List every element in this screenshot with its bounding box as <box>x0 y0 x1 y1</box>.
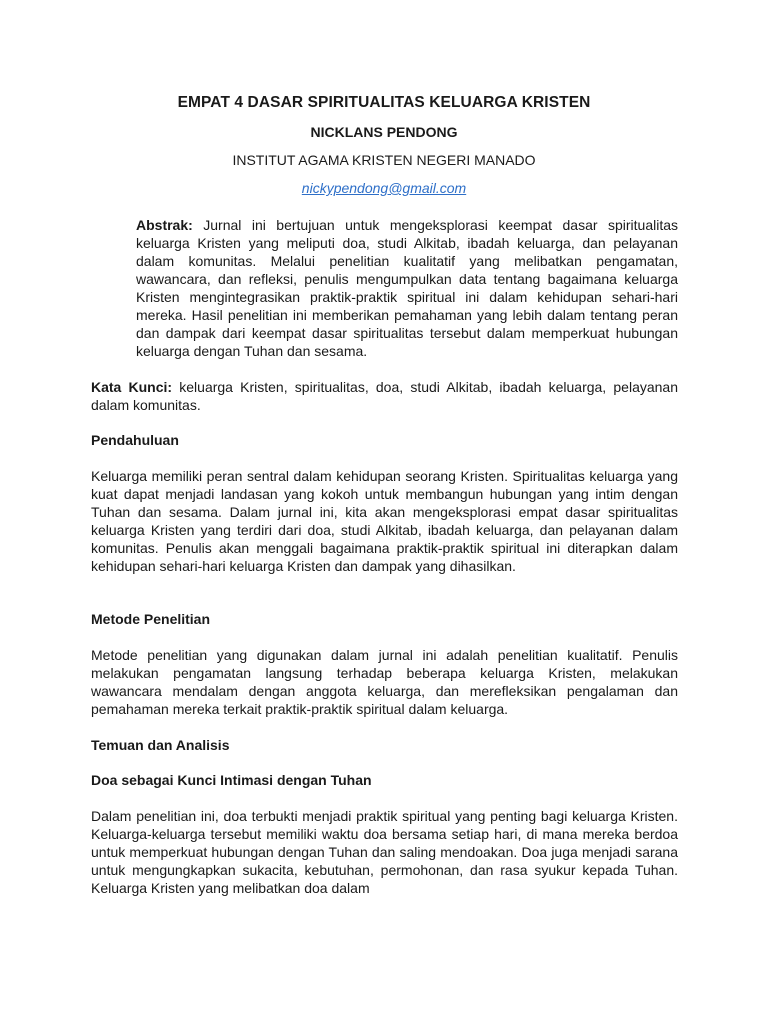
keywords-paragraph <box>91 378 678 414</box>
abstract-text: Jurnal ini bertujuan untuk mengeksplorasi keempat dasar spiritualitas keluarga Kristen yang meliputi doa, studi Alkitab, ibadah keluarga, dan pelayanan dalam komunitas. Melalui penelitian kualitatif yang melibatkan pengamatan, wawancara, dan refleksi, penulis mengumpulkan data tentang bagaimana keluarga Kristen mengintegrasikan praktik-praktik spiritual ini dalam kehidupan sehari-hari mereka. Hasil penelitian ini memberikan pemahaman yang lebih dalam tentang peran dan dampak dari keempat dasar spiritualitas tersebut dalam memperkuat hubungan keluarga dengan Tuhan dan sesama. <box>136 217 679 359</box>
paper-title: EMPAT 4 DASAR SPIRITUALITAS KELUARGA KRISTEN <box>177 94 591 111</box>
author-name: NICKLANS PENDONG <box>310 124 458 140</box>
prayer-paragraph: Dalam penelitian ini, doa terbukti menjadi praktik spiritual yang penting bagi keluarga Kristen. Keluarga-keluarga tersebut memiliki waktu doa bersama setiap hari, di mana mereka berdoa untuk memperkuat hubungan dengan Tuhan dan saling mendoakan. Doa juga menjadi sarana untuk mengungkapkan sukacita, kebutuhan, permohonan, dan rasa syukur kepada Tuhan. Keluarga Kristen yang melibatkan doa dalam <box>91 808 678 896</box>
section-heading-method: Metode Penelitian <box>91 611 211 627</box>
keywords-text: keluarga Kristen, spiritualitas, doa, studi Alkitab, ibadah keluarga, pelayanan dalam komunitas. <box>91 379 678 413</box>
affiliation: INSTITUT AGAMA KRISTEN NEGERI MANADO <box>232 152 536 168</box>
keywords-label: Kata Kunci: <box>91 379 173 395</box>
method-paragraph: Metode penelitian yang digunakan dalam jurnal ini adalah penelitian kualitatif. Penulis melakukan pengamatan langsung terhadap beberapa keluarga Kristen, melakukan wawancara mendalam dengan anggota keluarga, dan merefleksikan pengalaman dan pemahaman mereka terkait praktik-praktik spiritual dalam keluarga. <box>91 647 678 717</box>
section-heading-findings: Temuan dan Analisis <box>91 737 230 753</box>
subsection-heading-prayer: Doa sebagai Kunci Intimasi dengan Tuhan <box>91 772 372 788</box>
abstract-label: Abstrak: <box>136 217 193 233</box>
email-link[interactable]: nickypendong@gmail.com <box>301 180 467 196</box>
abstract-paragraph <box>136 216 678 360</box>
intro-paragraph: Keluarga memiliki peran sentral dalam kehidupan seorang Kristen. Spiritualitas keluarga yang kuat dapat menjadi landasan yang kokoh untuk membangun hubungan yang intim dengan Tuhan dan sesama. Dalam jurnal ini, kita akan mengeksplorasi empat dasar spiritualitas keluarga Kristen yang terdiri dari doa, studi Alkitab, ibadah keluarga, dan pelayanan dalam komunitas. Penulis akan menggali bagaimana praktik-praktik spiritual ini diterapkan dalam kehidupan sehari-hari keluarga Kristen dan dampak yang dihasilkan. <box>91 468 678 574</box>
section-heading-intro: Pendahuluan <box>91 432 179 448</box>
author-email <box>0 180 768 196</box>
